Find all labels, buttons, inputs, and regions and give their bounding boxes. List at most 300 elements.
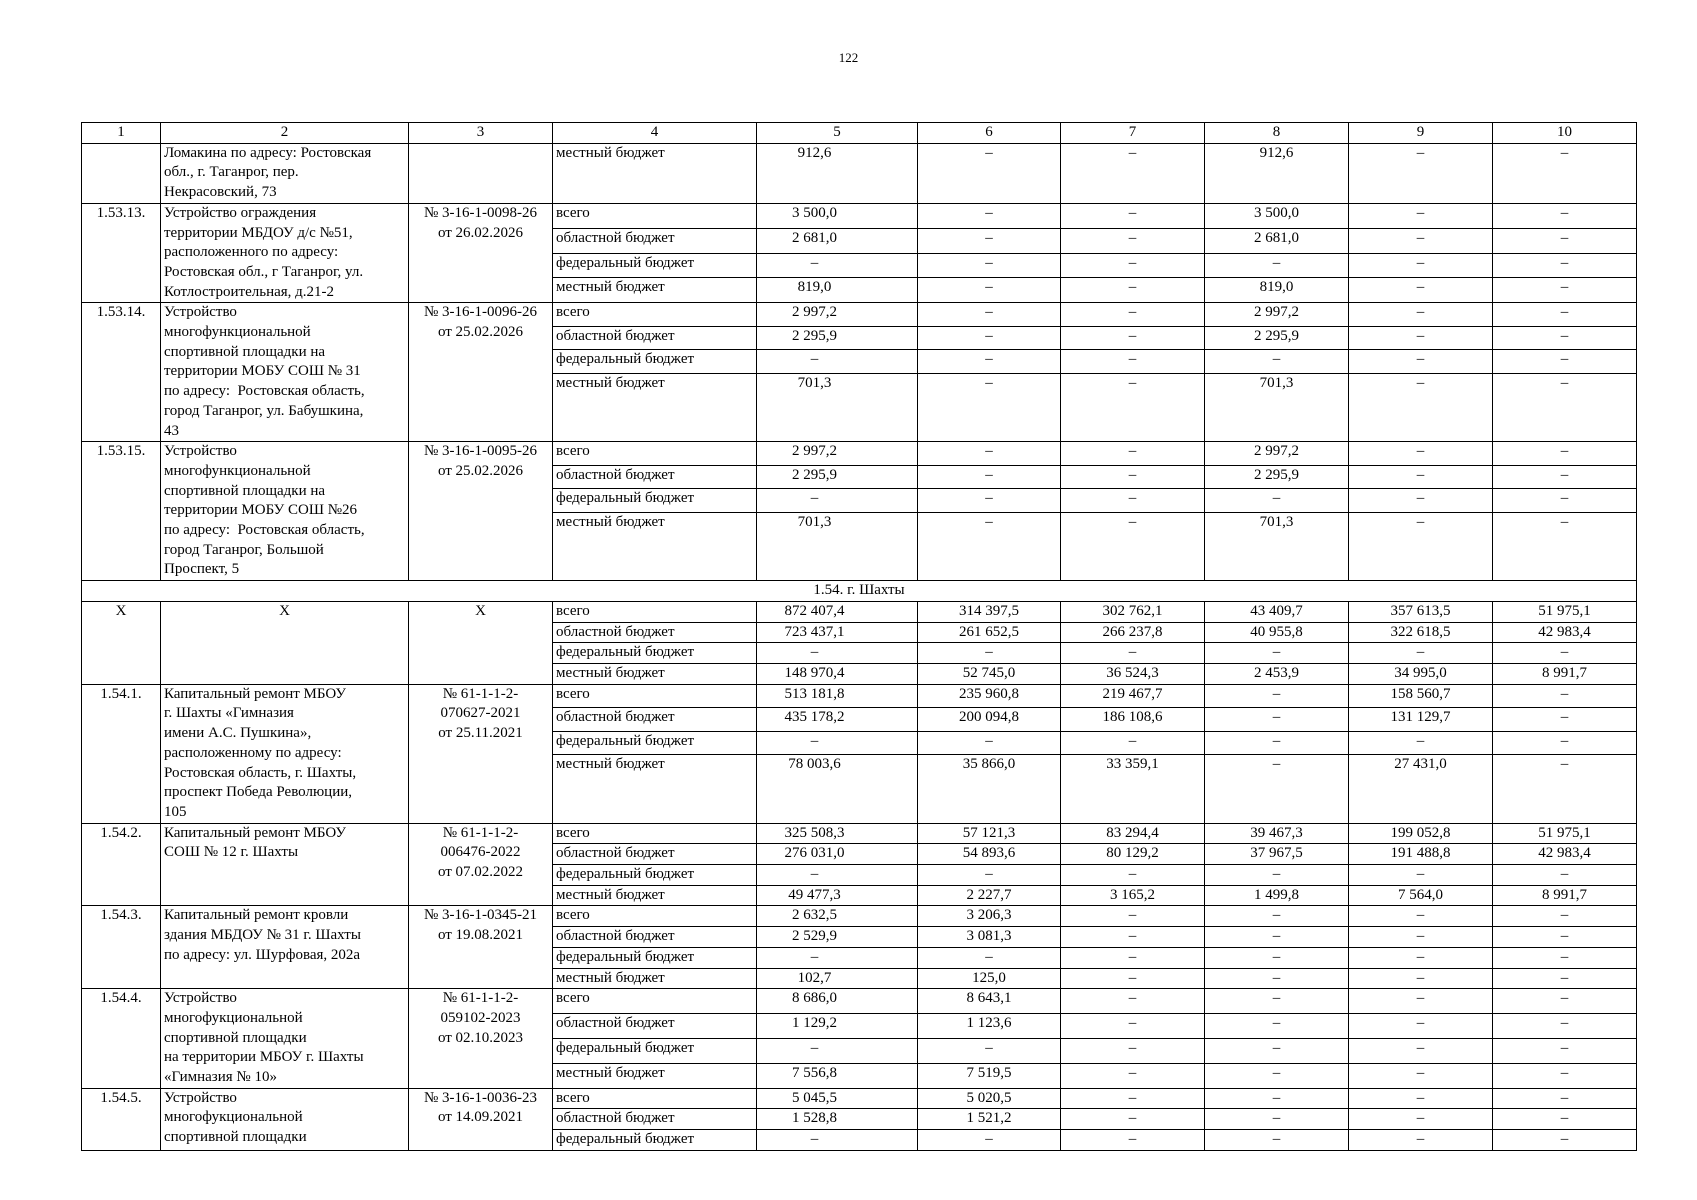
amount-cell: – xyxy=(1493,1014,1637,1039)
table-row xyxy=(82,601,1637,622)
amount-cell: 7 556,8 xyxy=(757,1063,918,1088)
amount-cell: – xyxy=(1493,303,1637,327)
budget-source: всего xyxy=(553,442,757,466)
amount-cell: – xyxy=(1061,278,1205,303)
amount-cell: 83 294,4 xyxy=(1061,823,1205,844)
budget-source: всего xyxy=(553,823,757,844)
amount-cell: 8 686,0 xyxy=(757,989,918,1014)
amount-cell: – xyxy=(918,865,1061,886)
amount-cell: – xyxy=(1205,350,1349,374)
amount-cell: 5 045,5 xyxy=(757,1088,918,1109)
amount-cell: – xyxy=(1061,253,1205,278)
amount-cell: 2 632,5 xyxy=(757,906,918,927)
amount-cell: – xyxy=(1061,512,1205,580)
amount-cell: – xyxy=(1493,1038,1637,1063)
amount-cell: – xyxy=(1349,865,1493,886)
amount-cell: – xyxy=(1493,373,1637,441)
amount-cell: – xyxy=(1493,228,1637,253)
amount-cell: – xyxy=(1061,465,1205,489)
budget-source: всего xyxy=(553,1088,757,1109)
amount-cell: – xyxy=(918,442,1061,466)
amount-cell: – xyxy=(1205,1038,1349,1063)
amount-cell: – xyxy=(1349,278,1493,303)
amount-cell: – xyxy=(1061,989,1205,1014)
amount-cell: 36 524,3 xyxy=(1061,663,1205,684)
amount-cell: – xyxy=(1493,253,1637,278)
amount-cell: 1 528,8 xyxy=(757,1109,918,1130)
amount-cell: – xyxy=(918,489,1061,513)
item-name: Ломакина по адресу: Ростовская обл., г. Таганрог, пер. Некрасовский, 73 xyxy=(161,143,409,203)
amount-cell: 435 178,2 xyxy=(757,708,918,732)
amount-cell: – xyxy=(918,303,1061,327)
table-row xyxy=(82,203,1637,228)
column-number: 10 xyxy=(1493,123,1637,144)
budget-source: областной бюджет xyxy=(553,927,757,948)
amount-cell: – xyxy=(1493,489,1637,513)
amount-cell: – xyxy=(1493,708,1637,732)
amount-cell: – xyxy=(1349,326,1493,350)
amount-cell: – xyxy=(1205,643,1349,664)
amount-cell: – xyxy=(1061,947,1205,968)
amount-cell: – xyxy=(1349,303,1493,327)
item-name: Устройство ограждения территории МБДОУ д/с №51, расположенного по адресу: Ростовская обл., г Таганрог, ул. Котлостроительная, д.21-2 xyxy=(161,203,409,303)
section-row xyxy=(82,581,1637,602)
amount-cell: 199 052,8 xyxy=(1349,823,1493,844)
amount-cell: 723 437,1 xyxy=(757,622,918,643)
amount-cell: – xyxy=(1349,947,1493,968)
amount-cell: 37 967,5 xyxy=(1205,844,1349,865)
amount-cell: – xyxy=(1061,1109,1205,1130)
budget-source: федеральный бюджет xyxy=(553,1038,757,1063)
item-name: Капитальный ремонт кровли здания МБДОУ № 31 г. Шахты по адресу: ул. Шурфовая, 202а xyxy=(161,906,409,989)
table-row xyxy=(82,906,1637,927)
table-row xyxy=(82,303,1637,327)
amount-cell: – xyxy=(757,731,918,755)
amount-cell: 3 165,2 xyxy=(1061,885,1205,906)
amount-cell: – xyxy=(757,947,918,968)
amount-cell: 3 500,0 xyxy=(1205,203,1349,228)
budget-source: местный бюджет xyxy=(553,512,757,580)
amount-cell: 2 295,9 xyxy=(757,465,918,489)
amount-cell: – xyxy=(757,489,918,513)
amount-cell: – xyxy=(1349,968,1493,989)
amount-cell: – xyxy=(1349,1088,1493,1109)
amount-cell: – xyxy=(1493,465,1637,489)
amount-cell: – xyxy=(1493,927,1637,948)
amount-cell: – xyxy=(1061,643,1205,664)
amount-cell: 701,3 xyxy=(1205,373,1349,441)
amount-cell: – xyxy=(918,228,1061,253)
amount-cell: – xyxy=(1493,326,1637,350)
amount-cell: – xyxy=(757,865,918,886)
item-name: Капитальный ремонт МБОУ СОШ № 12 г. Шахты xyxy=(161,823,409,906)
amount-cell: – xyxy=(1205,755,1349,823)
document-ref: № 3-16-1-0345-21 от 19.08.2021 xyxy=(409,906,553,989)
amount-cell: 2 295,9 xyxy=(1205,326,1349,350)
amount-cell: 2 453,9 xyxy=(1205,663,1349,684)
amount-cell: 1 521,2 xyxy=(918,1109,1061,1130)
amount-cell: 186 108,6 xyxy=(1061,708,1205,732)
amount-cell: – xyxy=(757,1130,918,1151)
amount-cell: 325 508,3 xyxy=(757,823,918,844)
amount-cell: 7 519,5 xyxy=(918,1063,1061,1088)
budget-source: местный бюджет xyxy=(553,755,757,823)
budget-source: местный бюджет xyxy=(553,143,757,203)
amount-cell: – xyxy=(1493,350,1637,374)
amount-cell: 57 121,3 xyxy=(918,823,1061,844)
amount-cell: 39 467,3 xyxy=(1205,823,1349,844)
amount-cell: 819,0 xyxy=(1205,278,1349,303)
document-ref: № 3-16-1-0098-26 от 26.02.2026 xyxy=(409,203,553,303)
budget-source: областной бюджет xyxy=(553,1014,757,1039)
budget-source: федеральный бюджет xyxy=(553,643,757,664)
amount-cell: – xyxy=(918,278,1061,303)
document-ref xyxy=(409,143,553,203)
amount-cell: – xyxy=(1205,968,1349,989)
amount-cell: – xyxy=(1061,865,1205,886)
amount-cell: 1 123,6 xyxy=(918,1014,1061,1039)
item-number: 1.53.13. xyxy=(82,203,161,303)
column-number: 2 xyxy=(161,123,409,144)
amount-cell: 43 409,7 xyxy=(1205,601,1349,622)
column-number: 9 xyxy=(1349,123,1493,144)
document-ref: № 61-1-1-2- 070627-2021 от 25.11.2021 xyxy=(409,684,553,823)
amount-cell: – xyxy=(1349,1038,1493,1063)
amount-cell: – xyxy=(1061,326,1205,350)
amount-cell: 2 295,9 xyxy=(1205,465,1349,489)
budget-source: областной бюджет xyxy=(553,465,757,489)
amount-cell: – xyxy=(1205,1063,1349,1088)
item-name: Капитальный ремонт МБОУ г. Шахты «Гимназия имени А.С. Пушкина», расположенному по адресу: Ростовская область, г. Шахты, проспект Победа Революции, 105 xyxy=(161,684,409,823)
amount-cell: – xyxy=(1205,865,1349,886)
amount-cell: – xyxy=(1349,731,1493,755)
amount-cell: 7 564,0 xyxy=(1349,885,1493,906)
budget-source: областной бюджет xyxy=(553,326,757,350)
amount-cell: 52 745,0 xyxy=(918,663,1061,684)
amount-cell: – xyxy=(1205,1130,1349,1151)
amount-cell: 78 003,6 xyxy=(757,755,918,823)
amount-cell: 513 181,8 xyxy=(757,684,918,708)
budget-source: местный бюджет xyxy=(553,1063,757,1088)
amount-cell: – xyxy=(918,512,1061,580)
column-number: 5 xyxy=(757,123,918,144)
amount-cell: – xyxy=(1493,865,1637,886)
amount-cell: 8 643,1 xyxy=(918,989,1061,1014)
amount-cell: – xyxy=(918,203,1061,228)
amount-cell: 322 618,5 xyxy=(1349,622,1493,643)
amount-cell: – xyxy=(1349,143,1493,203)
budget-source: всего xyxy=(553,906,757,927)
amount-cell: 276 031,0 xyxy=(757,844,918,865)
amount-cell: 35 866,0 xyxy=(918,755,1061,823)
document-ref: № 61-1-1-2- 006476-2022 от 07.02.2022 xyxy=(409,823,553,906)
amount-cell: – xyxy=(1061,968,1205,989)
amount-cell: 219 467,7 xyxy=(1061,684,1205,708)
budget-source: федеральный бюджет xyxy=(553,1130,757,1151)
amount-cell: 912,6 xyxy=(757,143,918,203)
item-name: Устройство многофункциональной спортивной площадки на территории МОБУ СОШ № 31 по адресу: Ростовская область, город Таганрог, ул. Бабушкина, 43 xyxy=(161,303,409,442)
amount-cell: – xyxy=(918,643,1061,664)
amount-cell: – xyxy=(1349,1109,1493,1130)
amount-cell: – xyxy=(918,326,1061,350)
budget-source: местный бюджет xyxy=(553,663,757,684)
document-ref: Х xyxy=(409,601,553,684)
amount-cell: – xyxy=(1061,1038,1205,1063)
amount-cell: – xyxy=(1061,1063,1205,1088)
amount-cell: – xyxy=(1061,228,1205,253)
amount-cell: – xyxy=(918,731,1061,755)
budget-source: местный бюджет xyxy=(553,968,757,989)
amount-cell: 2 227,7 xyxy=(918,885,1061,906)
table-row xyxy=(82,684,1637,708)
amount-cell: 102,7 xyxy=(757,968,918,989)
amount-cell: – xyxy=(1205,684,1349,708)
page-number: 122 xyxy=(838,50,859,65)
table-row xyxy=(82,442,1637,466)
amount-cell: 2 681,0 xyxy=(1205,228,1349,253)
amount-cell: 8 991,7 xyxy=(1493,885,1637,906)
amount-cell: 158 560,7 xyxy=(1349,684,1493,708)
amount-cell: – xyxy=(918,350,1061,374)
column-number: 7 xyxy=(1061,123,1205,144)
amount-cell: – xyxy=(918,1038,1061,1063)
amount-cell: 42 983,4 xyxy=(1493,622,1637,643)
item-number: 1.54.1. xyxy=(82,684,161,823)
amount-cell: 34 995,0 xyxy=(1349,663,1493,684)
amount-cell: 235 960,8 xyxy=(918,684,1061,708)
amount-cell: – xyxy=(1205,1088,1349,1109)
amount-cell: – xyxy=(1349,373,1493,441)
budget-source: всего xyxy=(553,303,757,327)
column-number: 3 xyxy=(409,123,553,144)
item-name: Устройство многофукциональной спортивной площадки на территории МБОУ г. Шахты «Гимназия № 10» xyxy=(161,989,409,1089)
amount-cell: 3 081,3 xyxy=(918,927,1061,948)
amount-cell: 2 997,2 xyxy=(757,442,918,466)
amount-cell: – xyxy=(918,143,1061,203)
budget-source: всего xyxy=(553,203,757,228)
amount-cell: 131 129,7 xyxy=(1349,708,1493,732)
amount-cell: – xyxy=(1349,906,1493,927)
amount-cell: – xyxy=(1493,731,1637,755)
amount-cell: – xyxy=(1493,906,1637,927)
amount-cell: – xyxy=(1061,489,1205,513)
amount-cell: 1 499,8 xyxy=(1205,885,1349,906)
budget-source: областной бюджет xyxy=(553,844,757,865)
amount-cell: – xyxy=(1349,203,1493,228)
document-ref: № 3-16-1-0095-26 от 25.02.2026 xyxy=(409,442,553,581)
amount-cell: – xyxy=(1349,989,1493,1014)
budget-source: федеральный бюджет xyxy=(553,731,757,755)
amount-cell: – xyxy=(1205,253,1349,278)
budget-source: местный бюджет xyxy=(553,885,757,906)
table-row xyxy=(82,143,1637,203)
amount-cell: – xyxy=(1061,1014,1205,1039)
amount-cell: 302 762,1 xyxy=(1061,601,1205,622)
budget-source: местный бюджет xyxy=(553,373,757,441)
item-number: 1.54.4. xyxy=(82,989,161,1089)
amount-cell: – xyxy=(757,643,918,664)
amount-cell: – xyxy=(757,1038,918,1063)
amount-cell: – xyxy=(1205,927,1349,948)
item-number: 1.54.2. xyxy=(82,823,161,906)
amount-cell: – xyxy=(1061,350,1205,374)
amount-cell: 261 652,5 xyxy=(918,622,1061,643)
amount-cell: 2 997,2 xyxy=(1205,303,1349,327)
document-ref: № 61-1-1-2- 059102-2023 от 02.10.2023 xyxy=(409,989,553,1089)
amount-cell: – xyxy=(1349,927,1493,948)
budget-source: областной бюджет xyxy=(553,1109,757,1130)
amount-cell: 40 955,8 xyxy=(1205,622,1349,643)
column-number: 6 xyxy=(918,123,1061,144)
amount-cell: 5 020,5 xyxy=(918,1088,1061,1109)
amount-cell: – xyxy=(1493,512,1637,580)
amount-cell: 872 407,4 xyxy=(757,601,918,622)
amount-cell: – xyxy=(1205,1109,1349,1130)
amount-cell: – xyxy=(918,465,1061,489)
amount-cell: 2 997,2 xyxy=(1205,442,1349,466)
amount-cell: 701,3 xyxy=(757,512,918,580)
amount-cell: 701,3 xyxy=(1205,512,1349,580)
amount-cell: – xyxy=(1493,968,1637,989)
amount-cell: 27 431,0 xyxy=(1349,755,1493,823)
amount-cell: – xyxy=(1205,989,1349,1014)
budget-source: федеральный бюджет xyxy=(553,489,757,513)
document-ref: № 3-16-1-0096-26 от 25.02.2026 xyxy=(409,303,553,442)
amount-cell: 1 129,2 xyxy=(757,1014,918,1039)
amount-cell: – xyxy=(1493,643,1637,664)
budget-source: областной бюджет xyxy=(553,622,757,643)
table-row xyxy=(82,823,1637,844)
amount-cell: – xyxy=(1349,512,1493,580)
amount-cell: 80 129,2 xyxy=(1061,844,1205,865)
amount-cell: 2 997,2 xyxy=(757,303,918,327)
budget-table xyxy=(81,122,1637,1151)
budget-source: всего xyxy=(553,989,757,1014)
amount-cell: – xyxy=(1493,684,1637,708)
amount-cell: – xyxy=(1349,1063,1493,1088)
budget-source: федеральный бюджет xyxy=(553,947,757,968)
amount-cell: – xyxy=(1493,143,1637,203)
amount-cell: 51 975,1 xyxy=(1493,823,1637,844)
amount-cell: 2 681,0 xyxy=(757,228,918,253)
amount-cell: – xyxy=(1349,350,1493,374)
amount-cell: 200 094,8 xyxy=(918,708,1061,732)
budget-source: областной бюджет xyxy=(553,708,757,732)
item-number: 1.53.15. xyxy=(82,442,161,581)
amount-cell: – xyxy=(1349,643,1493,664)
amount-cell: – xyxy=(1061,927,1205,948)
item-name: Х xyxy=(161,601,409,684)
budget-source: федеральный бюджет xyxy=(553,253,757,278)
amount-cell: – xyxy=(1493,989,1637,1014)
amount-cell: – xyxy=(1205,947,1349,968)
amount-cell: – xyxy=(1493,755,1637,823)
amount-cell: – xyxy=(1205,708,1349,732)
column-number: 4 xyxy=(553,123,757,144)
amount-cell: – xyxy=(918,947,1061,968)
amount-cell: 54 893,6 xyxy=(918,844,1061,865)
amount-cell: – xyxy=(1493,1063,1637,1088)
amount-cell: – xyxy=(1349,253,1493,278)
amount-cell: 148 970,4 xyxy=(757,663,918,684)
budget-source: всего xyxy=(553,684,757,708)
amount-cell: – xyxy=(757,253,918,278)
amount-cell: 42 983,4 xyxy=(1493,844,1637,865)
budget-source: всего xyxy=(553,601,757,622)
budget-source: федеральный бюджет xyxy=(553,865,757,886)
column-number: 8 xyxy=(1205,123,1349,144)
amount-cell: 701,3 xyxy=(757,373,918,441)
amount-cell: – xyxy=(1061,203,1205,228)
amount-cell: 912,6 xyxy=(1205,143,1349,203)
amount-cell: – xyxy=(1205,489,1349,513)
amount-cell: – xyxy=(918,373,1061,441)
amount-cell: 191 488,8 xyxy=(1349,844,1493,865)
amount-cell: 49 477,3 xyxy=(757,885,918,906)
amount-cell: – xyxy=(1349,1014,1493,1039)
item-number: 1.53.14. xyxy=(82,303,161,442)
amount-cell: 357 613,5 xyxy=(1349,601,1493,622)
amount-cell: – xyxy=(1349,465,1493,489)
item-number: Х xyxy=(82,601,161,684)
section-title: 1.54. г. Шахты xyxy=(82,581,1637,602)
budget-source: федеральный бюджет xyxy=(553,350,757,374)
amount-cell: – xyxy=(1205,906,1349,927)
amount-cell: – xyxy=(1061,303,1205,327)
amount-cell: – xyxy=(1349,489,1493,513)
column-number: 1 xyxy=(82,123,161,144)
amount-cell: – xyxy=(1061,1130,1205,1151)
amount-cell: – xyxy=(1061,373,1205,441)
amount-cell: – xyxy=(1493,278,1637,303)
amount-cell: 2 295,9 xyxy=(757,326,918,350)
amount-cell: – xyxy=(1061,1088,1205,1109)
amount-cell: 314 397,5 xyxy=(918,601,1061,622)
amount-cell: – xyxy=(1205,1014,1349,1039)
table-row xyxy=(82,989,1637,1014)
amount-cell: – xyxy=(1493,1109,1637,1130)
amount-cell: – xyxy=(757,350,918,374)
amount-cell: 2 529,9 xyxy=(757,927,918,948)
budget-source: областной бюджет xyxy=(553,228,757,253)
item-number: 1.54.3. xyxy=(82,906,161,989)
budget-source: местный бюджет xyxy=(553,278,757,303)
amount-cell: – xyxy=(1349,1130,1493,1151)
amount-cell: – xyxy=(1349,442,1493,466)
amount-cell: 33 359,1 xyxy=(1061,755,1205,823)
amount-cell: – xyxy=(1205,731,1349,755)
amount-cell: – xyxy=(1061,906,1205,927)
amount-cell: – xyxy=(918,1130,1061,1151)
amount-cell: – xyxy=(918,253,1061,278)
item-number xyxy=(82,143,161,203)
amount-cell: 819,0 xyxy=(757,278,918,303)
amount-cell: 51 975,1 xyxy=(1493,601,1637,622)
document-ref: № 3-16-1-0036-23 от 14.09.2021 xyxy=(409,1088,553,1150)
amount-cell: – xyxy=(1493,203,1637,228)
item-name: Устройство многофукциональной спортивной площадки xyxy=(161,1088,409,1150)
amount-cell: – xyxy=(1493,1088,1637,1109)
amount-cell: – xyxy=(1349,228,1493,253)
amount-cell: – xyxy=(1493,947,1637,968)
item-name: Устройство многофункциональной спортивной площадки на территории МОБУ СОШ №26 по адресу: Ростовская область, город Таганрог, Большой Проспект, 5 xyxy=(161,442,409,581)
amount-cell: 8 991,7 xyxy=(1493,663,1637,684)
amount-cell: – xyxy=(1493,1130,1637,1151)
item-number: 1.54.5. xyxy=(82,1088,161,1150)
amount-cell: – xyxy=(1061,143,1205,203)
amount-cell: – xyxy=(1061,442,1205,466)
amount-cell: 266 237,8 xyxy=(1061,622,1205,643)
